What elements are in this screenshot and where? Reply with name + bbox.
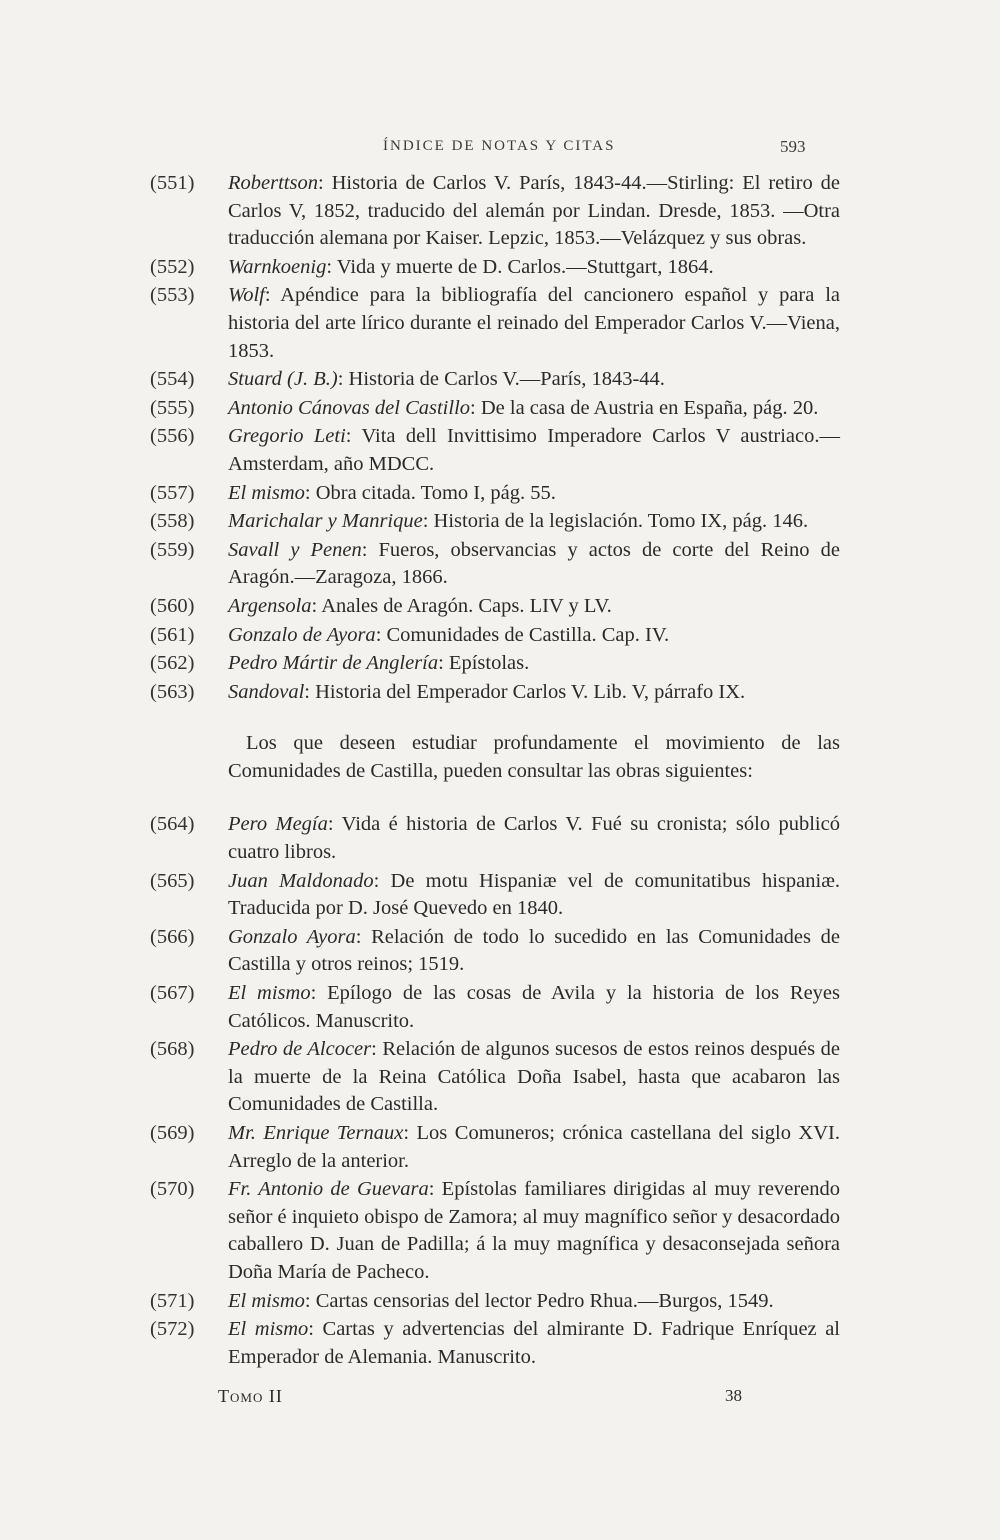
note-entry bbox=[150, 480, 840, 508]
note-author: Savall y Penen bbox=[228, 538, 362, 561]
note-entry bbox=[150, 537, 840, 592]
note-text: : Historia del Emperador Carlos V. Lib. V, párrafo IX. bbox=[304, 680, 746, 703]
note-entry bbox=[150, 622, 840, 650]
note-text: : Epístolas familiares dirigidas al muy reverendo señor é inquieto obispo de Zamora; al muy magnífico señor y desacordado caballero D. Juan de Padilla; á la muy magnífica y desaconsejada señora Doña María de Pacheco. bbox=[228, 1178, 840, 1283]
note-author: Gonzalo de Ayora bbox=[228, 623, 376, 646]
note-entry bbox=[150, 395, 840, 423]
note-entry bbox=[150, 1036, 840, 1119]
note-entry bbox=[150, 366, 840, 394]
note-number: (560) bbox=[150, 594, 195, 617]
note-text: : Relación de algunos sucesos de estos reinos después de la muerte de la Reina Católica Doña Isabel, hasta que acabaron las Comunidades de Castilla. bbox=[228, 1038, 840, 1116]
note-entry bbox=[150, 1316, 840, 1371]
note-number: (568) bbox=[150, 1038, 195, 1061]
note-entry bbox=[150, 650, 840, 678]
note-text: : Vida é historia de Carlos V. Fué su cronista; sólo publicó cuatro libros. bbox=[228, 813, 840, 864]
note-number: (559) bbox=[150, 538, 195, 561]
note-number: (551) bbox=[150, 172, 195, 194]
note-author: Antonio Cánovas del Castillo bbox=[228, 396, 471, 419]
notes-group-a bbox=[150, 170, 840, 706]
note-author: Pero Megía bbox=[228, 813, 328, 836]
note-entry bbox=[150, 254, 840, 282]
note-author: El mismo bbox=[228, 1289, 305, 1312]
note-text: : Apéndice para la bibliografía del cancionero español y para la historia del arte lírico durante el reinado del Emperador Carlos V.—Viena, 1853. bbox=[228, 284, 840, 362]
note-number: (566) bbox=[150, 925, 195, 948]
volume-label: Tomo II bbox=[218, 1386, 283, 1406]
note-text: : De la casa de Austria en España, pág. 20. bbox=[470, 396, 819, 419]
note-text: : Epílogo de las cosas de Avila y la historia de los Reyes Católicos. Manuscrito. bbox=[228, 982, 840, 1032]
note-entry bbox=[150, 282, 840, 365]
note-author: Juan Maldonado bbox=[228, 869, 374, 892]
notes-list bbox=[150, 170, 840, 1372]
note-number: (562) bbox=[150, 652, 195, 675]
note-author: Gregorio Leti bbox=[228, 425, 346, 448]
note-author: El mismo bbox=[228, 481, 305, 504]
note-text: : Vida y muerte de D. Carlos.—Stuttgart, 1864. bbox=[326, 255, 714, 278]
note-author: Marichalar y Manrique bbox=[228, 510, 423, 533]
note-author: El mismo bbox=[228, 982, 311, 1005]
note-entry bbox=[150, 679, 840, 707]
note-entry bbox=[150, 1288, 840, 1316]
note-number: (556) bbox=[150, 425, 195, 448]
note-text: : Epístolas. bbox=[438, 652, 530, 675]
note-text: : Cartas censorias del lector Pedro Rhua.—Burgos, 1549. bbox=[304, 1289, 774, 1312]
note-text: : Comunidades de Castilla. Cap. IV. bbox=[375, 623, 670, 646]
note-text: : Vita dell Invittisimo Imperadore Carlos V austriaco.—Amsterdam, año MDCC. bbox=[228, 425, 840, 475]
note-number: (561) bbox=[150, 623, 195, 646]
note-entry bbox=[150, 980, 840, 1035]
note-number: (564) bbox=[150, 813, 195, 836]
note-number: (565) bbox=[150, 869, 195, 892]
note-author: Stuard (J. B.) bbox=[228, 368, 338, 391]
note-entry bbox=[150, 924, 840, 979]
note-author: Fr. Antonio de Guevara bbox=[228, 1178, 429, 1201]
note-number: (558) bbox=[150, 510, 195, 533]
note-author: Gonzalo Ayora bbox=[228, 925, 356, 948]
note-author: Sandoval bbox=[228, 680, 305, 703]
note-author: Pedro Mártir de Anglería bbox=[228, 652, 439, 675]
note-number: (555) bbox=[150, 396, 195, 419]
note-text: : Historia de la legislación. Tomo IX, pág. 146. bbox=[422, 510, 809, 533]
running-title: ÍNDICE DE NOTAS Y CITAS bbox=[383, 138, 616, 154]
note-entry bbox=[150, 508, 840, 536]
note-author: Wolf bbox=[228, 284, 265, 307]
note-number: (554) bbox=[150, 368, 195, 391]
note-text: : Los Comuneros; crónica castellana del siglo XVI. Arreglo de la anterior. bbox=[228, 1122, 840, 1172]
note-text: : De motu Hispaniæ vel de comunitatibus hispaniæ. Traducida por D. José Quevedo en 1840. bbox=[228, 869, 840, 920]
note-author: Mr. Enrique Ternaux bbox=[228, 1122, 404, 1144]
note-text: : Relación de todo lo sucedido en las Comunidades de Castilla y otros reinos; 1519. bbox=[228, 925, 840, 976]
note-author: El mismo bbox=[228, 1318, 309, 1341]
note-number: (553) bbox=[150, 284, 195, 307]
note-text: : Historia de Carlos V. París, 1843-44.—Stirling: El retiro de Carlos V, 1852, traducido del alemán por Lindan. Dresde, 1853. —Otra traducción alemana por Kaiser. Lepzic, 1853.—Velázquez y sus obras. bbox=[228, 172, 840, 250]
note-text: : Obra citada. Tomo I, pág. 55. bbox=[304, 481, 556, 504]
note-entry bbox=[150, 868, 840, 923]
note-text: : Anales de Aragón. Caps. LIV y LV. bbox=[311, 594, 612, 617]
note-number: (572) bbox=[150, 1318, 195, 1341]
note-number: (557) bbox=[150, 481, 195, 504]
note-author: Pedro de Alcocer bbox=[228, 1038, 372, 1061]
note-entry bbox=[150, 811, 840, 866]
note-text: : Cartas y advertencias del almirante D. Fadrique Enríquez al Emperador de Alemania. Manuscrito. bbox=[228, 1318, 840, 1368]
note-entry bbox=[150, 1120, 840, 1175]
signature-mark: 38 bbox=[725, 1386, 742, 1405]
note-author: Argensola bbox=[228, 594, 312, 617]
notes-group-b bbox=[150, 811, 840, 1371]
note-entry bbox=[150, 170, 840, 253]
note-number: (567) bbox=[150, 982, 195, 1005]
note-entry bbox=[150, 1176, 840, 1286]
note-number: (552) bbox=[150, 255, 195, 278]
note-number: (569) bbox=[150, 1122, 195, 1144]
note-number: (563) bbox=[150, 680, 195, 703]
note-entry bbox=[150, 423, 840, 478]
note-author: Roberttson bbox=[228, 172, 318, 194]
intro-paragraph: Los que deseen estudiar profundamente el movimiento de las Comunidades de Castilla, pueden consultar las obras siguientes: bbox=[228, 732, 840, 782]
page-number: 593 bbox=[780, 137, 806, 156]
note-number: (570) bbox=[150, 1178, 195, 1201]
note-entry bbox=[150, 593, 840, 621]
note-author: Warnkoenig bbox=[228, 255, 327, 278]
note-text: : Historia de Carlos V.—París, 1843-44. bbox=[337, 368, 665, 391]
note-text: : Fueros, observancias y actos de corte del Reino de Aragón.—Zaragoza, 1866. bbox=[228, 538, 840, 589]
note-number: (571) bbox=[150, 1289, 195, 1312]
